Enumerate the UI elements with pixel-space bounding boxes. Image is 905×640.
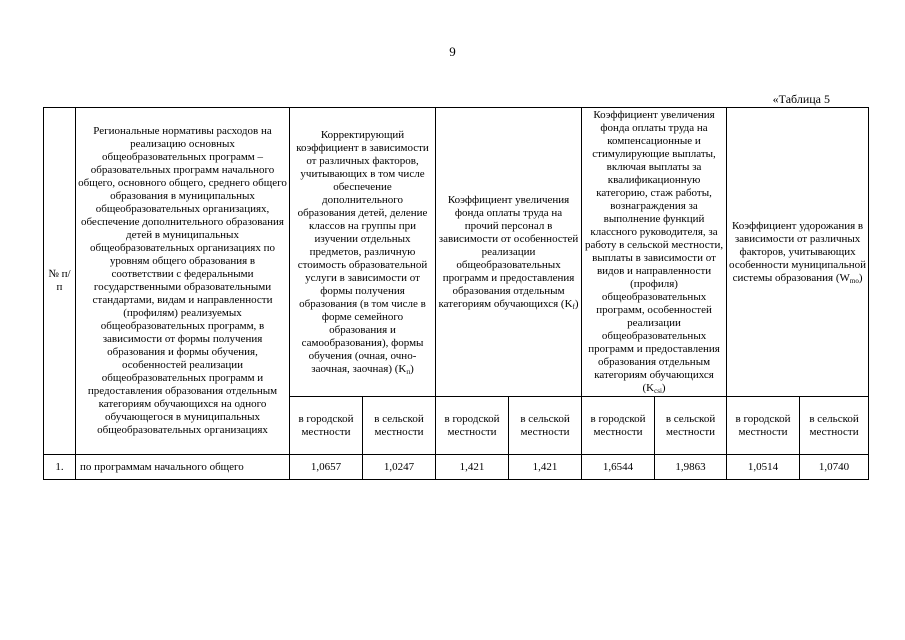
normatives-table [43,107,869,480]
row-num: 1. [44,455,76,480]
cell-kcsi-rural: 1,9863 [655,455,727,480]
cell-wmo-rural: 1,0740 [800,455,869,480]
header-norms: Региональные нормативы расходов на реализацию основных общеобразовательных программ – образовательных программ начального общего, основного общего, среднего общего образования в муниципальных общеобразовательных организациях, обеспечение дополнительного образования детей в муниципальных общеобразовательных организациях по уровням общего образования в соответствии с федеральными государственными образовательными стандартами, видам и направленности (профилям) реализуемых общеобразовательных программ, в зависимости от формы получения образования и формы обучения, особенностей реализации общеобразовательных программ и предоставления образования отдельным категориям обучающихся на одного обучающегося в муниципальных общеобразовательных организациях [76,108,290,455]
cell-kf-rural: 1,421 [509,455,582,480]
header-kcsi: Коэффициент увеличения фонда оплаты труда на компенсационные и стимулирующие выплаты, включая выплаты за квалификационную категорию, стаж работы, вознаграждения за выполнение функций классного руководителя, за работу в сельской местности, выплаты в зависимости от видов и направленности (профиля) общеобразовательных программ, особенностей реализации общеобразовательных программ и предоставления образования отдельным категориям обучающихся $(K_{csi})$ [582,108,727,397]
header-wmo: Коэффициент удорожания в зависимости от различных факторов, учитывающих особенности муниципальной системы образования $(W_{mo})$ [727,108,869,397]
subheader-kcsi-urban: в городской местности [582,397,655,455]
cell-wmo-urban: 1,0514 [727,455,800,480]
header-kf: Коэффициент увеличения фонда оплаты труда на прочий персонал в зависимости от особенностей реализации общеобразовательных программ и предоставления образования отдельным категориям обучающихся $(K_f)$ [436,108,582,397]
subheader-wmo-urban: в городской местности [727,397,800,455]
subheader-kf-urban: в городской местности [436,397,509,455]
cell-kcsi-urban: 1,6544 [582,455,655,480]
page-number: 9 [449,44,456,59]
header-row [44,108,869,397]
table-caption: «Таблица 5 [772,92,830,106]
subheader-wmo-rural: в сельской местности [800,397,869,455]
subheader-kf-rural: в сельской местности [509,397,582,455]
table-row [44,455,869,480]
cell-kf-urban: 1,421 [436,455,509,480]
cell-kp-rural: 1,0247 [363,455,436,480]
subheader-kp-urban: в городской местности [290,397,363,455]
subheader-kcsi-rural: в сельской местности [655,397,727,455]
row-label: по программам начального общего [76,455,290,480]
subheader-kp-rural: в сельской местности [363,397,436,455]
cell-kp-urban: 1,0657 [290,455,363,480]
header-kp: Корректирующий коэффициент в зависимости от различных факторов, учитывающих в том числе обеспечение дополнительного образования детей, деление классов на группы при изучении отдельных предметов, различную стоимость образовательной услуги в зависимости от формы получения образования (в том числе в форме семейного образования и самообразования), формы обучения (очная, очно-заочная, заочная) $(K_п)$ [290,108,436,397]
header-num: № п/п [44,108,76,455]
